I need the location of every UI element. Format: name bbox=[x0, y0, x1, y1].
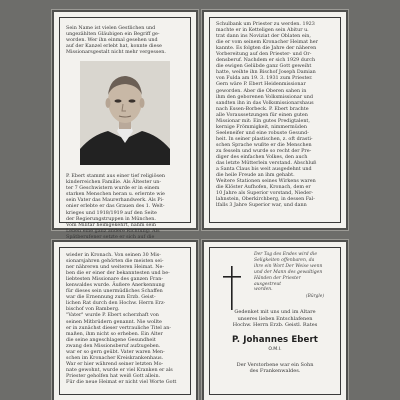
biography-paragraph: P. Ebert stammt aus einer tief religiösen kinderreichen Familie. Als Ältester un- ter 7 Geschwistern wurde er in einem starken Menschen heran u. erlernte wie sein Vater das Maurerhandwerk. Als Pi- onier erlebte er das Grauen des 1. Welt- krieges und 1918/1919 auf den Seite der Regierungstruppen in München. Vom Militär heimgekehrt, nahm sein Leben eine ganz andere Richtung: Als Spätberufener setzte er sich auf die bbox=[66, 173, 165, 240]
religious-order: O.M.I. bbox=[268, 346, 282, 352]
memorial-page-2 bbox=[204, 12, 346, 228]
memorial-page-3 bbox=[54, 242, 196, 400]
intro-paragraph: Sein Name ist vielen Gestlichen und ungezählten Gläubigen ein Begriff ge- worden. Wer ihn einmal gesehen und auf der Kanzel erlebt hat, konnte diese Missionarsgestalt nicht mehr vergessen. bbox=[66, 25, 166, 56]
biography-continued: wieder in Kronach. Von seinen 30 Mis- sionarsjahren gehörten die meisten sei- ner nähreren und weiteren Heimat. Ne- ben die er einer der bekanntesten und be- liebtesten Missionare des ganzen Fran- kenwaldes wurde. Äußere Anerkennung für dieses sein unermüdliches Schaffen war die Ernennung zum Erzb. Geist- lichen Rat durch den Hochw. Herrn Erz- bischof von Bamberg. "Vater" wurde P. Ebert scherzhaft von seinen Mitbrüdern genannt. Nie wollte er in zunächst dieser vertrauliche Titel an- maßen, ihm nicht so erheben. Ein Alter die seine angeschlagene Gesundheit zwang den Missionsberuf aufzugeben. war er so gern geübt. Vater waren Men- schen im Kronacher Kreiskrankenhaus. War er hier während seiner letzten Mo- nate gewohnt, wurde er viel Kranken er als Priester geholfen hat weiß Gott allein. Für die neue Heimat er nicht viel Worte Gott bbox=[66, 252, 177, 385]
quote-source: (Bürgle) bbox=[306, 294, 324, 300]
priest-portrait bbox=[80, 61, 170, 165]
deceased-name: P. Johannes Ebert bbox=[231, 334, 319, 345]
page-border bbox=[59, 247, 191, 395]
page-border bbox=[209, 247, 341, 395]
remembrance-text: Gedenket mit uns und im Altare unseres lieben Entschlafenen Hochw. Herrn Erzb. Geistl. Rates bbox=[232, 309, 318, 329]
origin-text: Der Verstorbene war ein Sohn des Frankenwaldes. bbox=[236, 361, 314, 374]
page-border bbox=[209, 17, 341, 223]
page-border bbox=[59, 17, 191, 240]
memorial-page-1 bbox=[54, 12, 196, 240]
cross-icon bbox=[220, 266, 244, 310]
scripture-quote: Der Tag des Endes wird die Seligkeiten offenbaren, da ihre ein Wort Der Weise wenn und der Mann des gewaltigen Händen der Priester ausgestreut worden. bbox=[254, 252, 323, 293]
memorial-front-card bbox=[204, 242, 346, 400]
biography-continued: Schulbank um Priester zu werden. 1923 machte er in Ketteligen sein Abitur u. trat dann ins Noviziat der Oblaten ein, die er vom seinem Kronacher Heimat her kannte. Es folgten die Jahre der näheren Vorbereitung auf den Priester- und Or- densberuf. Nachdem er sich 1929 durch die ewigen Gelübde ganz Gott geweiht hatte, weihte ihn Bischof Joseph Damian von Fulda am 19. 3. 1931 zum Priester. Gern wäre P. Ebert Heidenmissionar geworden. Aber die Oberen sahen in ihm den geborenen Volksmissionar und sandten ihn in das Volksmissionarshaus nach Essen-Borbeck. P. Ebert brachte alle Voraussetzungen für einen guten Missionar mit: Ein gutes Predigtalent, kernige Frömmigkeit, nimmermüden Seeleneifer und eine robuste Gesund- heit. In seiner plastischen, z. oft drasti- schen Sprache wußte er die Menschen zu fesseln und wurde so recht der Pre- diger des einfachen Volkes, den auch das letzte Mütterlein verstand. Abschluß a Santa Claus bis weit ausgedehnt und die heile Freude an ihm gehabt. Weitere Stationen seines Wirkens waren die Klöster Aufhofen, Kronach, dem er 10 Jahre als Superior vorstand, Nieder- lahnstein, Oberkirchberg, in dessen Fal- lfalls 3 Jahre Superior war, und dann bbox=[216, 21, 318, 209]
